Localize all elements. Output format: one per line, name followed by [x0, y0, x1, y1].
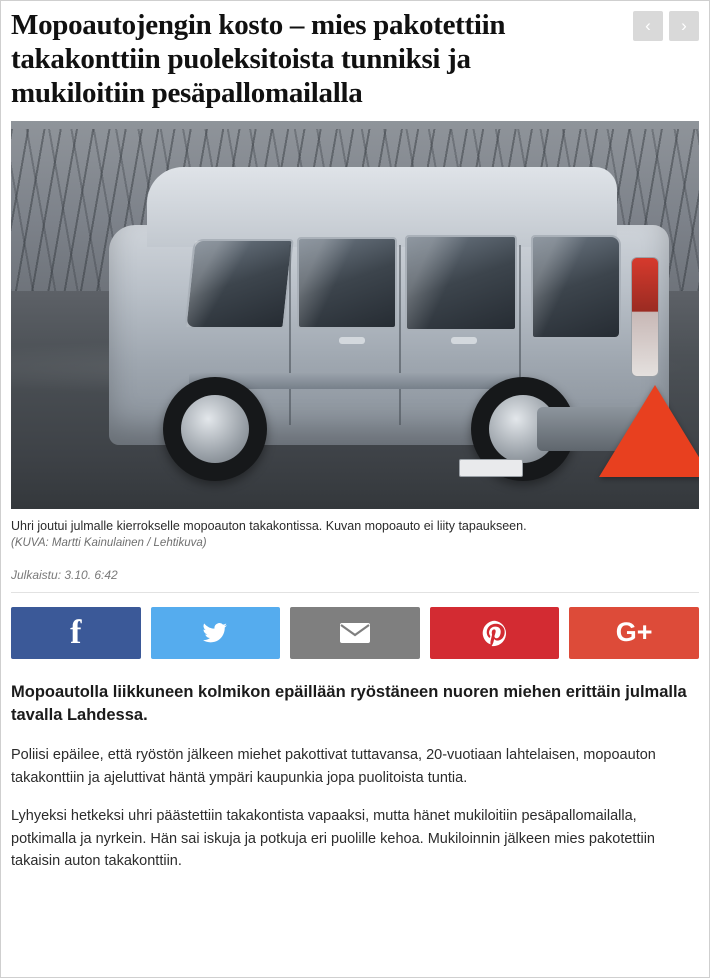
- divider: [11, 592, 699, 593]
- share-email-button[interactable]: [290, 607, 420, 659]
- page-title: Mopoautojengin kosto – mies pakotettiin takakonttiin puoleksitoista tunniksi ja mukiloitiin pesäpallomailalla: [11, 9, 506, 109]
- article-paragraph: Poliisi epäilee, että ryöstön jälkeen miehet pakottivat tuttavansa, 20-vuotiaan lahtelaisen, mopoauton takakonttiin ja ajeluttivat häntä ympäri kaupunkia jopa puolitoista tuntia.: [11, 747, 656, 786]
- article-paragraph: Lyhyeksi hetkeksi uhri päästettiin takakontista vapaaksi, mutta hänet mukiloitiin pesäpallomailalla, potkimalla ja nyrkein. Hän sai iskuja ja potkuja eri puolille kehoa. Mukiloinnin jälkeen mies pakotettiin takaisin auton takakonttiin.: [11, 808, 655, 870]
- car-tail-light: [631, 257, 659, 377]
- article-lead: Mopoautolla liikkuneen kolmikon epäillään ryöstäneen nuoren miehen erittäin julmalla tavalla Lahdessa.: [11, 682, 687, 725]
- share-googleplus-button[interactable]: [569, 607, 699, 659]
- share-pinterest-button[interactable]: [430, 607, 560, 659]
- twitter-icon: [200, 620, 230, 646]
- photo-credit: (KUVA: Martti Kainulainen / Lehtikuva): [11, 536, 207, 549]
- share-facebook-button[interactable]: [11, 607, 141, 659]
- car-front-wheel: [163, 377, 267, 481]
- previous-article-button[interactable]: ‹: [633, 11, 663, 41]
- car-window-front: [184, 239, 293, 329]
- car-license-plate: [459, 459, 523, 477]
- article-nav: [633, 11, 699, 41]
- headline-row: [11, 9, 699, 111]
- slow-vehicle-triangle-icon: [599, 385, 699, 477]
- envelope-icon: [339, 621, 371, 645]
- pinterest-icon: [481, 619, 509, 647]
- photo-caption: [11, 517, 699, 552]
- car-door-seam: [289, 245, 291, 425]
- publish-timestamp: Julkaistu: 3.10. 6:42: [11, 567, 118, 582]
- share-bar: [11, 607, 699, 659]
- google-plus-icon: G+: [615, 617, 653, 648]
- car-door-handle: [339, 337, 365, 344]
- car-window-third: [405, 235, 517, 331]
- car-window-second: [297, 237, 397, 329]
- car-window-rear: [531, 235, 621, 339]
- car-illustration: [39, 161, 679, 491]
- share-twitter-button[interactable]: [151, 607, 281, 659]
- photo-caption-text: Uhri joutui julmalle kierrokselle mopoauton takakontissa. Kuvan mopoauto ei liity tapaukseen.: [11, 518, 527, 533]
- car-door-seam: [399, 245, 401, 425]
- car-door-handle: [451, 337, 477, 344]
- facebook-icon: f: [70, 613, 82, 651]
- article-photo: [11, 121, 699, 509]
- next-article-button[interactable]: ›: [669, 11, 699, 41]
